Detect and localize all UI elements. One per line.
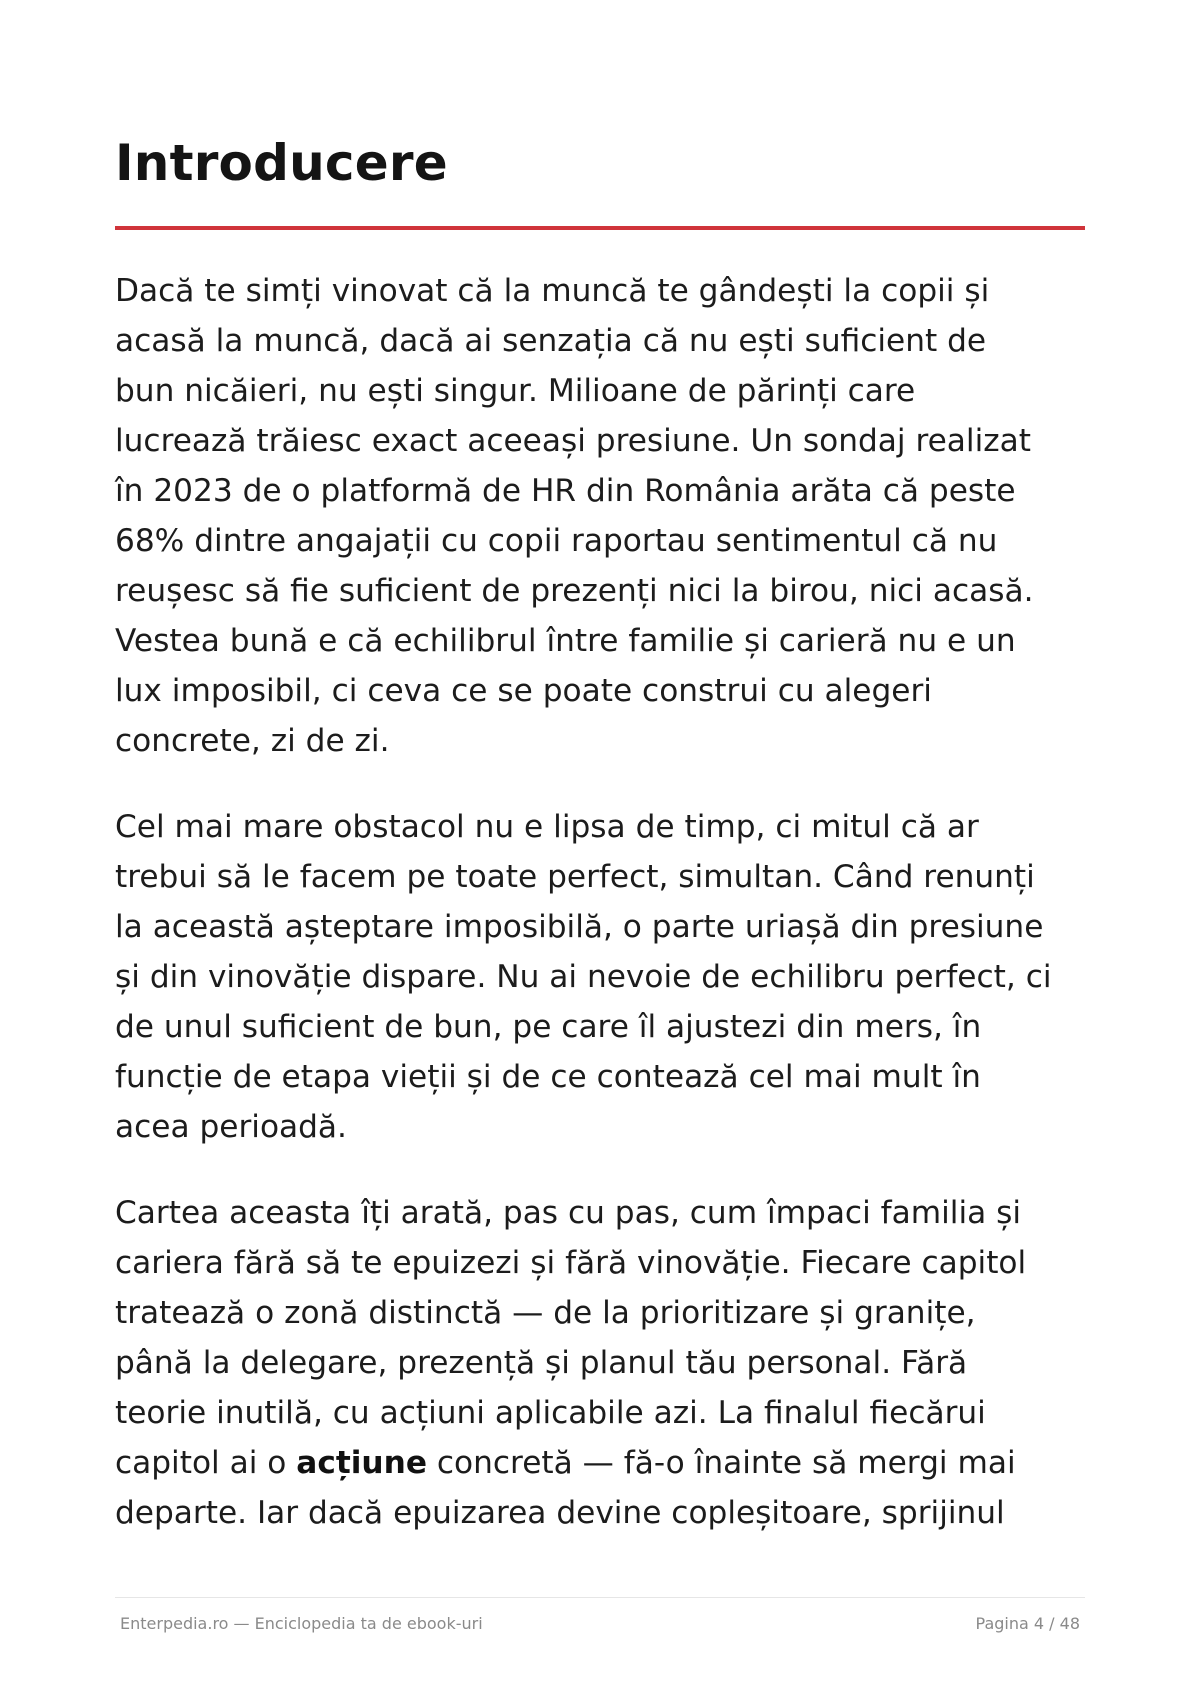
document-page: [115, 0, 1085, 1683]
text-line: 68% dintre angajații cu copii raportau sentimentul că nu: [115, 523, 998, 559]
text-line: în 2023 de o platformă de HR din România arăta că peste: [115, 473, 1016, 509]
body-text: [115, 266, 1090, 1574]
text-line: trebui să le facem pe toate perfect, simultan. Când renunți: [115, 859, 1035, 895]
page-title: Introducere: [115, 134, 448, 192]
footer-page-number: Pagina 4 / 48: [975, 1614, 1080, 1633]
text-line: concrete, zi de zi.: [115, 723, 390, 759]
paragraph-3: [115, 1188, 1090, 1538]
text-line: lucrează trăiesc exact aceeași presiune. Un sondaj realizat: [115, 423, 1031, 459]
title-divider: [115, 226, 1085, 230]
text-line: și din vinovăție dispare. Nu ai nevoie de echilibru perfect, ci: [115, 959, 1052, 995]
paragraph-1: [115, 266, 1090, 766]
text-line: bun nicăieri, nu ești singur. Milioane de părinți care: [115, 373, 916, 409]
text-line: teorie inutilă, cu acțiuni aplicabile azi. La finalul fiecărui: [115, 1395, 986, 1431]
text-line: Vestea bună e că echilibrul între familie și carieră nu e un: [115, 623, 1016, 659]
text-line: de unul suficient de bun, pe care îl ajustezi din mers, în: [115, 1009, 982, 1045]
text-line: lux imposibil, ci ceva ce se poate construi cu alegeri: [115, 673, 932, 709]
text-line: la această așteptare imposibilă, o parte uriașă din presiune: [115, 909, 1044, 945]
footer-site-name: Enterpedia.ro — Enciclopedia ta de ebook-uri: [120, 1614, 483, 1633]
paragraph-2: [115, 802, 1090, 1152]
text-line: Cartea aceasta îți arată, pas cu pas, cum împaci familia și: [115, 1195, 1022, 1231]
emphasized-word: acțiune: [296, 1445, 427, 1481]
text-segment: concretă — fă-o înainte să mergi mai: [427, 1445, 1016, 1481]
text-line: departe. Iar dacă epuizarea devine copleșitoare, sprijinul: [115, 1495, 1005, 1531]
text-line: cariera fără să te epuizezi și fără vinovăție. Fiecare capitol: [115, 1245, 1027, 1281]
text-line: acea perioadă.: [115, 1109, 347, 1145]
text-line: reușesc să fie suficient de prezenți nici la birou, nici acasă.: [115, 573, 1034, 609]
text-line: acasă la muncă, dacă ai senzația că nu ești suficient de: [115, 323, 987, 359]
text-line-with-emphasis: [115, 1438, 1090, 1488]
text-line: până la delegare, prezență și planul tău personal. Fără: [115, 1345, 968, 1381]
text-line: tratează o zonă distinctă — de la prioritizare și granițe,: [115, 1295, 976, 1331]
text-line: funcție de etapa vieții și de ce contează cel mai mult în: [115, 1059, 981, 1095]
text-segment: capitol ai o: [115, 1445, 297, 1481]
text-line: Dacă te simți vinovat că la muncă te gândești la copii și: [115, 273, 990, 309]
footer-divider: [115, 1597, 1085, 1598]
text-line: Cel mai mare obstacol nu e lipsa de timp, ci mitul că ar: [115, 809, 979, 845]
